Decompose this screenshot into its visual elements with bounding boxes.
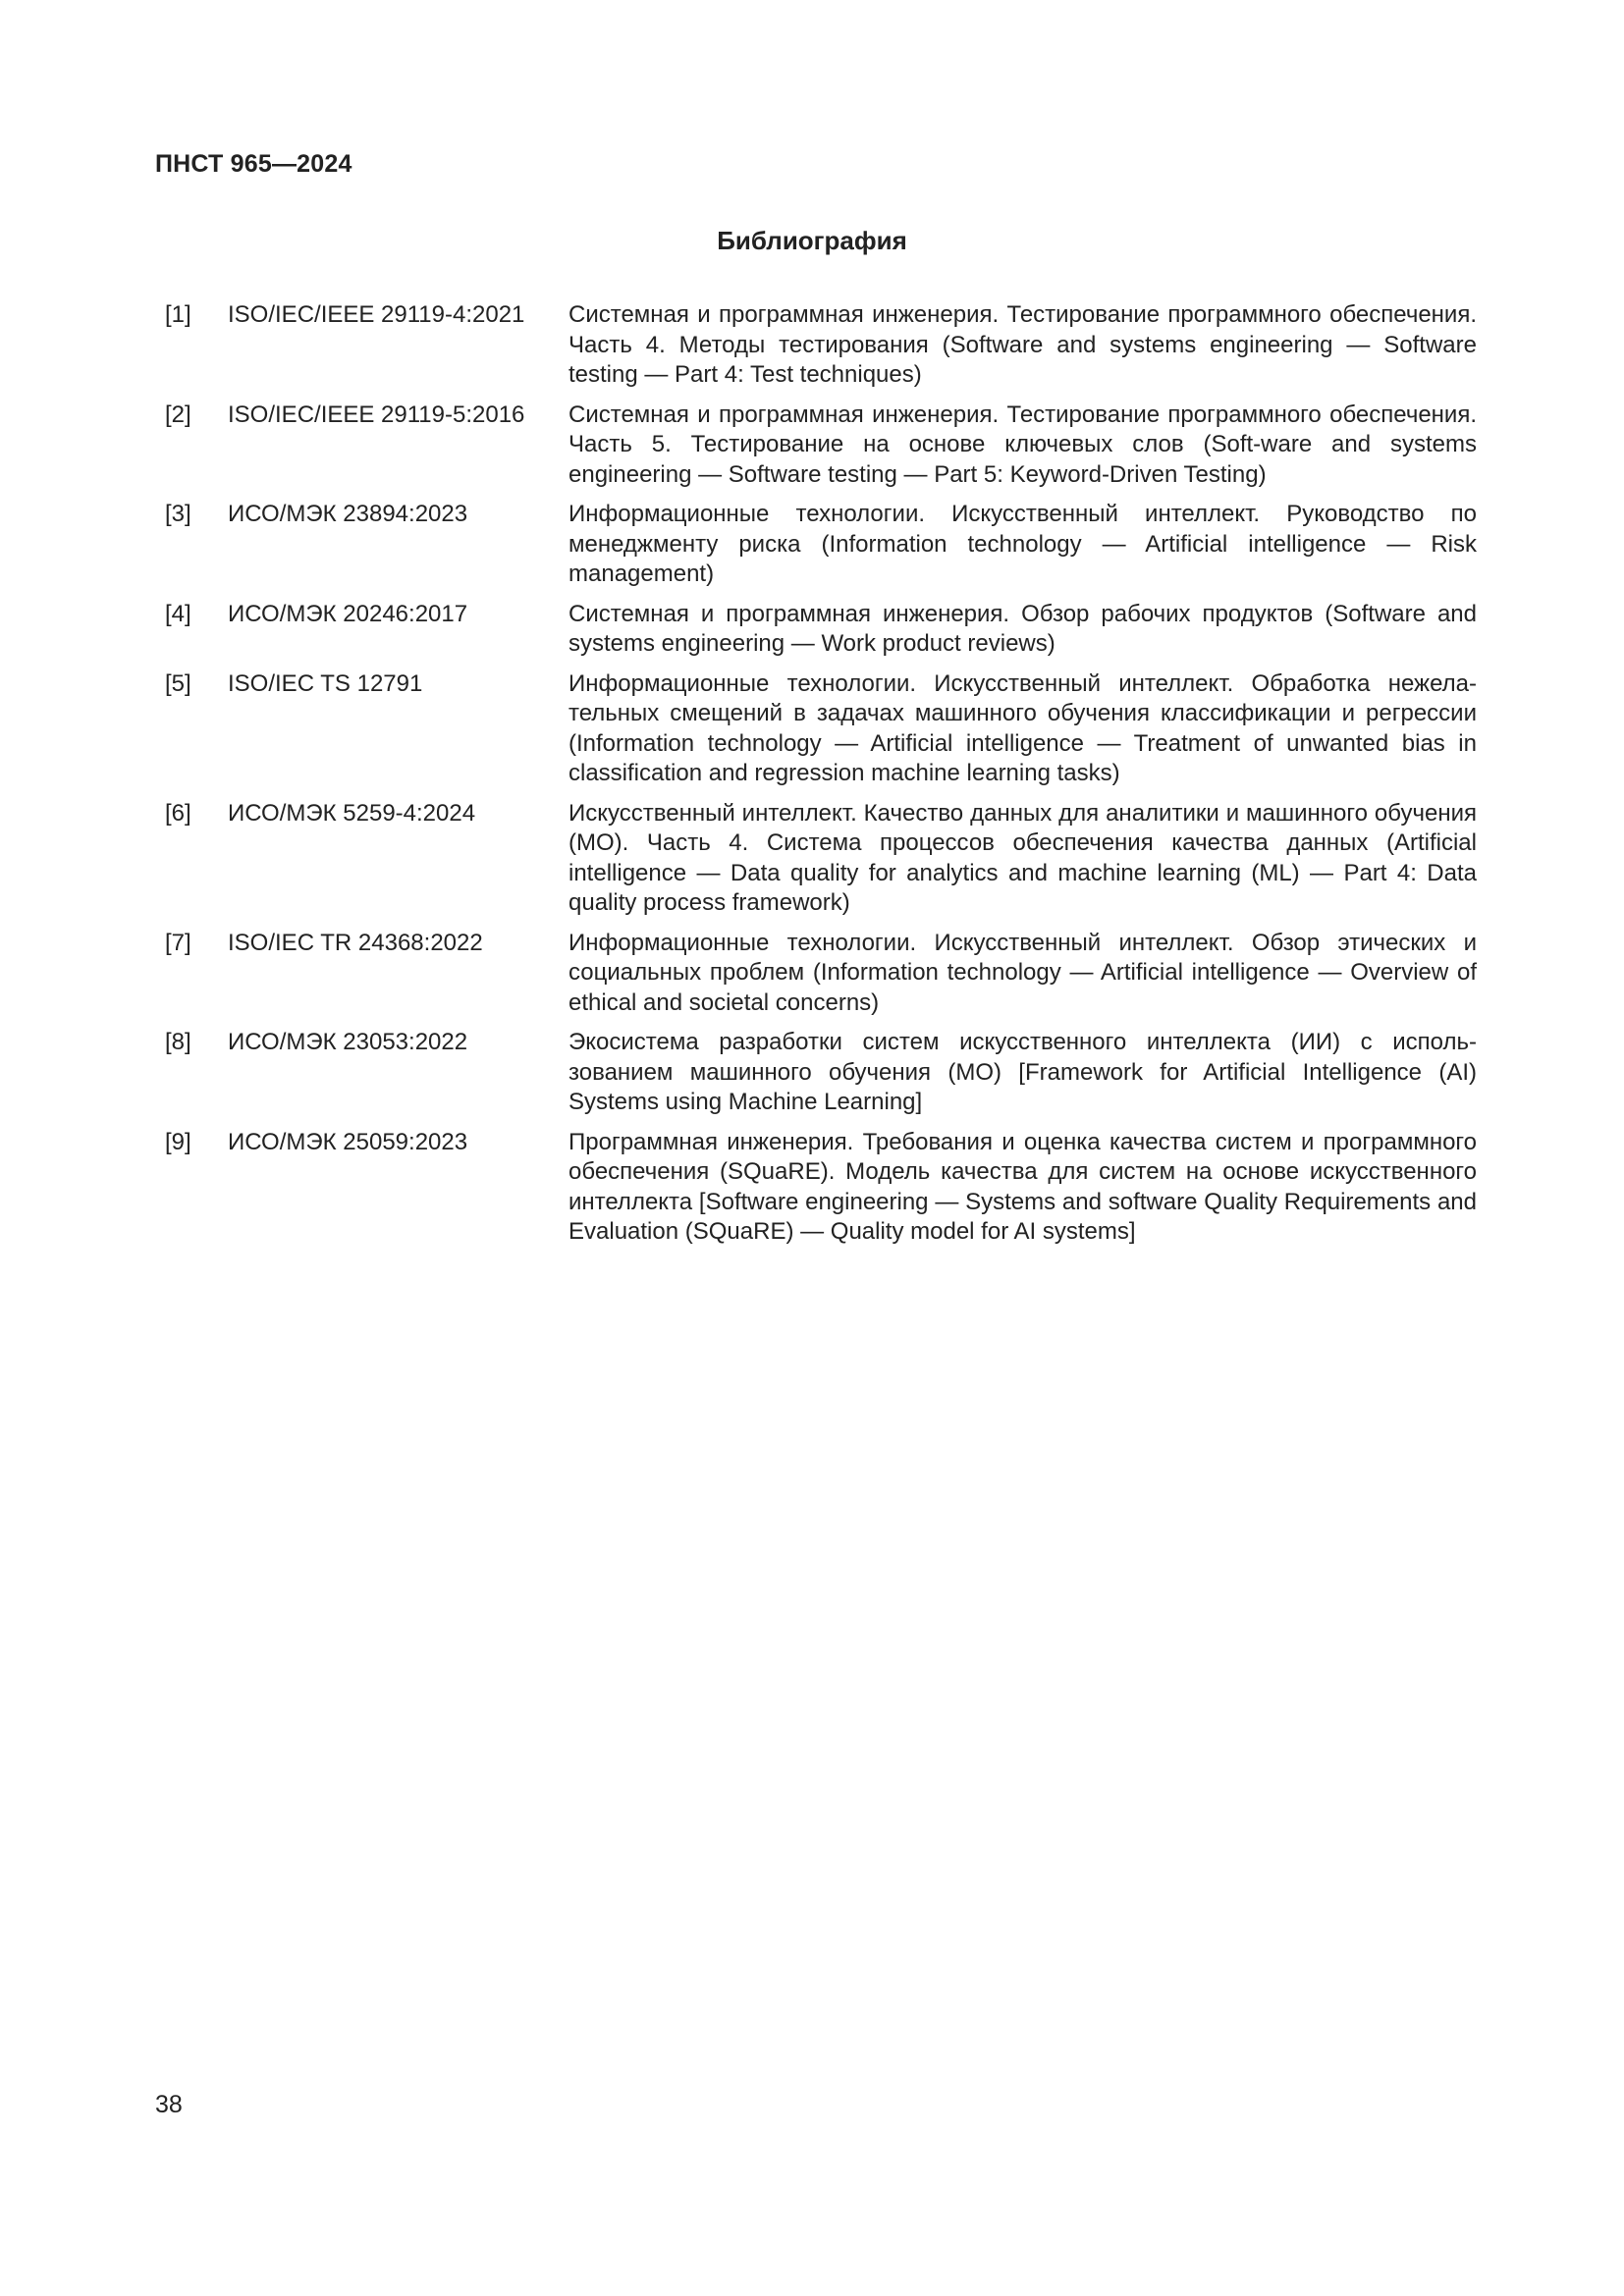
entry-number: [9]: [165, 1128, 191, 1155]
entry-number: [7]: [165, 929, 191, 956]
entry-number: [2]: [165, 400, 191, 428]
entry-title: Искусственный интеллект. Качество данных для аналитики и машинного обучения (МО). Часть 4. Система процессов обеспечения качества данных (Artificial intelligence — Data quality for analytics and machine learning (ML) — Part 4: Data quality process framework): [568, 799, 1477, 916]
bibliography-entry: [165, 300, 1477, 391]
entry-number: [3]: [165, 501, 191, 527]
entry-title: Информационные технологии. Искусственный интеллект. Руководство по менеджменту риска (Information technology — Artificial intelligence — Risk management): [568, 501, 1477, 587]
entry-number: [8]: [165, 1029, 191, 1055]
entry-standard-code: ISO/IEC/IEEE 29119-5:2016: [228, 400, 525, 428]
entry-title: Программная инженерия. Требования и оценка качества систем и программного обеспечения (SQuaRE). Модель качества для систем на основе искусственного интеллекта [Software engineering — Systems and software Quality Requirements and Evaluation (SQuaRE) — Quality model for AI systems]: [568, 1128, 1477, 1245]
bibliography-entry: [165, 799, 1477, 919]
bibliography-entry: [165, 600, 1477, 660]
entry-number: [6]: [165, 799, 191, 827]
entry-title: Системная и программная инженерия. Тестирование программного обеспечения. Часть 5. Тестирование на основе ключевых слов (Soft-ware and systems engineering — Software testing — Part 5: Keyword-Driven Testing): [568, 400, 1477, 488]
entry-standard-code: ИСО/МЭК 23053:2022: [228, 1029, 468, 1055]
bibliography-entry: [165, 500, 1477, 590]
entry-number: [5]: [165, 669, 191, 697]
entry-standard-code: ISO/IEC TR 24368:2022: [228, 929, 483, 956]
entry-standard-code: ИСО/МЭК 20246:2017: [228, 600, 468, 627]
entry-title: Экосистема разработки систем искусственного интеллекта (ИИ) с использованием машинного обучения (МО) [Framework for Artificial Intelligence (AI) Systems using Machine Learning]: [568, 1029, 1477, 1115]
entry-number: [1]: [165, 301, 191, 328]
bibliography-list: [165, 300, 1477, 1257]
entry-title: Информационные технологии. Искусственный интеллект. Обзор этических и социальных проблем (Information technology — Artificial intelligence — Overview of ethical and societal concerns): [568, 929, 1477, 1016]
entry-title: Информационные технологии. Искусственный интеллект. Обработка нежелательных смещений в задачах машинного обучения классификации и регрессии (Information technology — Artificial intelligence — Treatment of unwanted bias in classification and regression machine learning tasks): [568, 669, 1477, 786]
entry-number: [4]: [165, 600, 191, 627]
section-title: Библиография: [717, 226, 907, 255]
entry-standard-code: ISO/IEC TS 12791: [228, 669, 423, 697]
entry-standard-code: ISO/IEC/IEEE 29119-4:2021: [228, 301, 525, 328]
bibliography-entry: [165, 1028, 1477, 1118]
entry-standard-code: ИСО/МЭК 25059:2023: [228, 1128, 468, 1155]
entry-standard-code: ИСО/МЭК 5259-4:2024: [228, 799, 476, 827]
entry-title: Системная и программная инженерия. Тестирование программного обеспечения. Часть 4. Методы тестирования (Software and systems engineering — Software testing — Part 4: Test techniques): [568, 301, 1477, 388]
bibliography-entry: [165, 669, 1477, 789]
bibliography-entry: [165, 1128, 1477, 1248]
entry-standard-code: ИСО/МЭК 23894:2023: [228, 501, 468, 527]
bibliography-entry: [165, 929, 1477, 1019]
document-code: ПНСТ 965—2024: [155, 150, 352, 178]
page-number: 38: [155, 2091, 183, 2118]
bibliography-entry: [165, 400, 1477, 491]
entry-title: Системная и программная инженерия. Обзор рабочих продуктов (Software and systems engineering — Work product reviews): [568, 600, 1477, 657]
